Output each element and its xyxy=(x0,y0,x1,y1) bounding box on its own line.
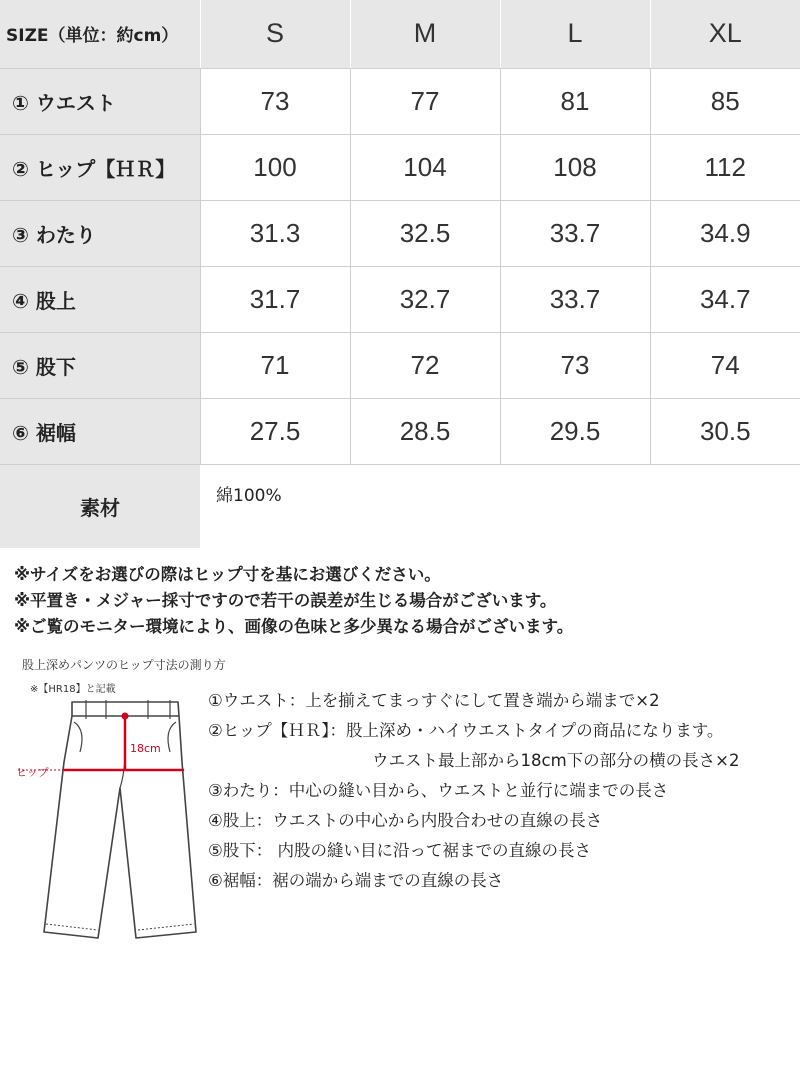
cell-value: 81 xyxy=(500,68,650,134)
cell-value: 112 xyxy=(650,134,800,200)
measure-dot xyxy=(122,713,129,720)
hem-line xyxy=(46,924,194,930)
measurement-descriptions xyxy=(208,686,739,896)
row-label-thigh: ③ わたり xyxy=(0,200,200,266)
desc-line: ②ヒップ【ＨＲ】：股上深め・ハイウエストタイプの商品になります。 xyxy=(208,721,724,740)
desc-line: ①ウエスト：上を揃えてまっすぐにして置き端から端まで×2 xyxy=(208,691,660,710)
size-l: L xyxy=(500,0,650,68)
desc-line: ウエスト最上部から18cm下の部分の横の長さ×2 xyxy=(372,751,740,770)
cell-value: 31.3 xyxy=(200,200,350,266)
cell-value: 34.7 xyxy=(650,266,800,332)
cell-value: 32.7 xyxy=(350,266,500,332)
cell-value: 34.9 xyxy=(650,200,800,266)
cell-value: 33.7 xyxy=(500,266,650,332)
cell-value: 73 xyxy=(200,68,350,134)
cell-value: 71 xyxy=(200,332,350,398)
cell-value: 74 xyxy=(650,332,800,398)
desc-line: ④股上：ウエストの中心から内股合わせの直線の長さ xyxy=(208,811,603,830)
desc-line: ③わたり：中心の縫い目から、ウエストと並行に端までの長さ xyxy=(208,781,669,800)
notes xyxy=(14,562,573,640)
table-row xyxy=(0,266,800,332)
material-label: 素材 xyxy=(0,464,200,548)
cell-value: 32.5 xyxy=(350,200,500,266)
hip-label: ヒップ xyxy=(16,766,49,779)
diagram-subtitle: ※【HR18】と記載 xyxy=(30,684,116,695)
note-line: ※サイズをお選びの際はヒップ寸を基にお選びください。 xyxy=(14,565,441,584)
cell-value: 33.7 xyxy=(500,200,650,266)
material-value: 綿100% xyxy=(216,485,282,506)
row-label-inseam: ⑤ 股下 xyxy=(0,332,200,398)
row-label-hem: ⑥ 裾幅 xyxy=(0,398,200,464)
size-s: S xyxy=(200,0,350,68)
desc-line: ⑤股下： 内股の縫い目に沿って裾までの直線の長さ xyxy=(208,841,592,860)
diagram-title: 股上深めパンツのヒップ寸法の測り方 xyxy=(22,658,226,672)
pants-outline xyxy=(44,716,196,938)
pants-diagram xyxy=(0,692,210,962)
table-row xyxy=(0,200,800,266)
table-row xyxy=(0,134,800,200)
measure-label: 18cm xyxy=(130,742,161,755)
pocket-right xyxy=(168,722,176,752)
cell-value: 85 xyxy=(650,68,800,134)
table-row xyxy=(0,332,800,398)
table-row xyxy=(0,398,800,464)
cell-value: 30.5 xyxy=(650,398,800,464)
row-label-hip: ② ヒップ【ＨＲ】 xyxy=(0,134,200,200)
cell-value: 28.5 xyxy=(350,398,500,464)
note-line: ※ご覧のモニター環境により、画像の色味と多少異なる場合がございます。 xyxy=(14,617,574,636)
size-header-row xyxy=(0,0,800,68)
cell-value: 27.5 xyxy=(200,398,350,464)
cell-value: 29.5 xyxy=(500,398,650,464)
note-line: ※平置き・メジャー採寸ですので若干の誤差が生じる場合がございます。 xyxy=(14,591,557,610)
cell-value: 73 xyxy=(500,332,650,398)
desc-line: ⑥裾幅：裾の端から端までの直線の長さ xyxy=(208,871,504,890)
size-xl: XL xyxy=(650,0,800,68)
row-label-rise: ④ 股上 xyxy=(0,266,200,332)
cell-value: 100 xyxy=(200,134,350,200)
pocket-left xyxy=(74,722,82,752)
header-label: SIZE（単位：約cm） xyxy=(0,0,200,68)
material-row xyxy=(0,464,800,548)
cell-value: 72 xyxy=(350,332,500,398)
cell-value: 31.7 xyxy=(200,266,350,332)
size-m: M xyxy=(350,0,500,68)
row-label-waist: ① ウエスト xyxy=(0,68,200,134)
cell-value: 77 xyxy=(350,68,500,134)
cell-value: 108 xyxy=(500,134,650,200)
cell-value: 104 xyxy=(350,134,500,200)
table-row xyxy=(0,68,800,134)
